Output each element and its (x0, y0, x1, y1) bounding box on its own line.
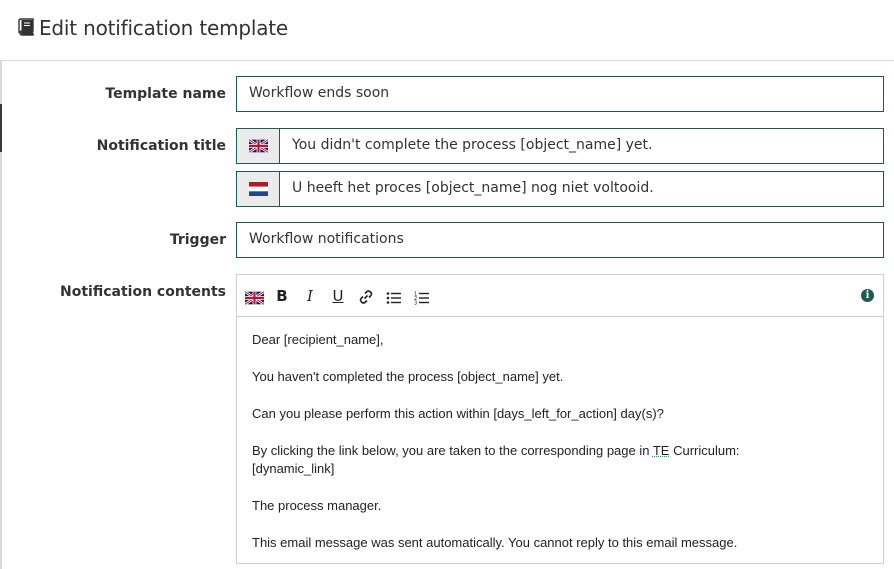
left-edge (0, 0, 2, 569)
content-text: By clicking the link below, you are taken to the corresponding page in (252, 443, 653, 458)
book-icon (17, 18, 35, 36)
bold-button[interactable]: B (276, 287, 288, 305)
template-name-value: Workflow ends soon (249, 85, 390, 101)
notification-title-en-input[interactable] (236, 128, 884, 164)
content-paragraph: This email message was sent automatically. You cannot reply to this email message. (252, 535, 738, 550)
language-en-button[interactable] (237, 129, 280, 163)
numbered-list-icon[interactable] (414, 289, 430, 307)
uk-flag-icon (249, 139, 268, 153)
trigger-value: Workflow notifications (249, 231, 404, 247)
notification-title-nl-value: U heeft het proces [object_name] nog niet voltooid. (292, 180, 654, 196)
dynamic-link-placeholder: [dynamic_link] (252, 461, 335, 476)
bulleted-list-icon[interactable] (386, 289, 402, 307)
link-icon[interactable] (358, 288, 374, 306)
language-nl-button[interactable] (237, 172, 280, 206)
svg-text:3: 3 (414, 300, 418, 307)
svg-text:2: 2 (414, 296, 418, 302)
rich-text-editor[interactable] (236, 274, 884, 564)
trigger-input[interactable] (236, 222, 884, 258)
page-header (0, 0, 894, 61)
notification-contents-label: Notification contents (60, 284, 226, 300)
content-paragraph: Can you please perform this action within [days_left_for_action] day(s)? (252, 406, 664, 421)
content-text: Curriculum: (669, 443, 740, 458)
spellcheck-word[interactable]: TE (652, 443, 670, 458)
content-paragraph-link (252, 442, 872, 478)
uk-flag-icon[interactable] (245, 289, 264, 307)
svg-text:1: 1 (414, 291, 418, 298)
notification-title-nl-input[interactable] (236, 171, 884, 207)
editor-toolbar (237, 275, 883, 317)
left-edge-marker (0, 104, 2, 152)
underline-button[interactable]: U (332, 287, 344, 305)
trigger-label: Trigger (169, 232, 226, 248)
notification-title-label: Notification title (96, 138, 226, 154)
info-icon[interactable]: i (861, 289, 874, 302)
page-title: Edit notification template (39, 16, 288, 40)
template-name-label: Template name (105, 86, 226, 102)
notification-title-en-value: You didn't complete the process [object_name] yet. (292, 137, 653, 153)
content-paragraph: Dear [recipient_name], (252, 332, 384, 347)
content-paragraph: You haven't completed the process [object_name] yet. (252, 369, 564, 384)
content-paragraph: The process manager. (252, 498, 382, 513)
editor-content[interactable] (252, 331, 872, 569)
italic-button[interactable]: I (307, 287, 313, 305)
nl-flag-icon (249, 182, 268, 196)
template-name-input[interactable] (236, 76, 884, 112)
